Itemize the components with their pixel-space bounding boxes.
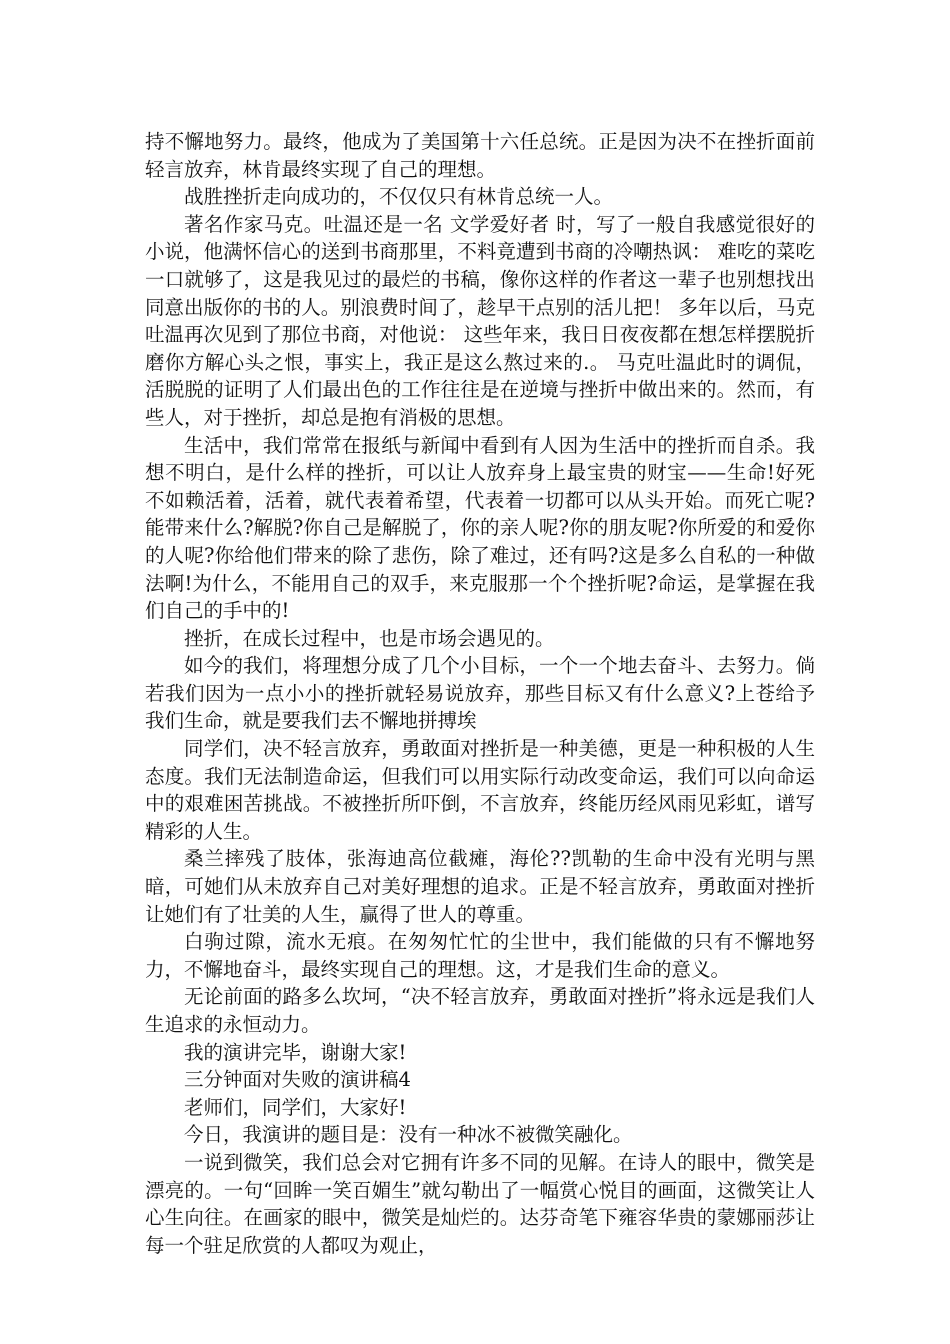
paragraph-14: 今日，我演讲的题目是：没有一种冰不被微笑融化。 bbox=[184, 1123, 633, 1147]
paragraph-2: 战胜挫折走向成功的，不仅仅只有林肯总统一人。 bbox=[184, 185, 614, 209]
document-body bbox=[145, 128, 815, 1259]
paragraph-10: 无论前面的路多么坎坷，“决不轻言放弃，勇敢面对挫折”将永远是我们人生追求的永恒动力。 bbox=[145, 985, 815, 1036]
paragraph-11: 我的演讲完毕，谢谢大家! bbox=[184, 1040, 407, 1064]
paragraph-9: 白驹过隙，流水无痕。在匆匆忙忙的尘世中，我们能做的只有不懈地努力，不懈地奋斗，最终实现自己的理想。这，才是我们生命的意义。 bbox=[145, 930, 815, 981]
paragraph-6: 如今的我们，将理想分成了几个小目标，一个一个地去奋斗、去努力。倘若我们因为一点小小的挫折就轻易说放弃，那些目标又有什么意义?上苍给予我们生命，就是要我们去不懈地拼搏埃 bbox=[145, 654, 815, 733]
paragraph-4: 生活中，我们常常在报纸与新闻中看到有人因为生活中的挫折而自杀。我想不明白，是什么样的挫折，可以让人放弃身上最宝贵的财宝——生命!好死不如赖活着，活着，就代表着希望，代表着一切都可以从头开始。而死亡呢?能带来什么?解脱?你自己是解脱了，你的亲人呢?你的朋友呢?你所爱的和爱你的人呢?你给他们带来的除了悲伤，除了难过，还有吗?这是多么自私的一种做法啊!为什么，不能用自己的双手，来克服那一个个挫折呢?命运，是掌握在我们自己的手中的! bbox=[145, 433, 815, 623]
paragraph-15: 一说到微笑，我们总会对它拥有许多不同的见解。在诗人的眼中，微笑是漂亮的。一句“回眸一笑百媚生”就勾勒出了一幅赏心悦目的画面，这微笑让人心生向往。在画家的眼中，微笑是灿烂的。达芬奇笔下雍容华贵的蒙娜丽莎让每一个驻足欣赏的人都叹为观止， bbox=[145, 1150, 815, 1257]
paragraph-5: 挫折，在成长过程中，也是市场会遇见的。 bbox=[184, 626, 555, 650]
paragraph-3: 著名作家马克。吐温还是一名 文学爱好者 时，写了一般自我感觉很好的小说，他满怀信心的送到书商那里，不料竟遭到书商的冷嘲热讽： 难吃的菜吃一口就够了，这是我见过的最烂的书稿，像你这样的作者这一辈子也别想找出同意出版你的书的人。别浪费时间了，趁早干点别的活儿把！ 多年以后，马克吐温再次见到了那位书商，对他说： 这些年来，我日日夜夜都在想怎样摆脱折磨你方解心头之恨，事实上，我正是这么熬过来的.。 马克吐温此时的调侃，活脱脱的证明了人们最出色的工作往往是在逆境与挫折中做出来的。然而，有些人，对于挫折，却总是抱有消极的思想。 bbox=[145, 212, 815, 429]
paragraph-7: 同学们，决不轻言放弃，勇敢面对挫折是一种美德，更是一种积极的人生态度。我们无法制造命运，但我们可以用实际行动改变命运，我们可以向命运中的艰难困苦挑战。不被挫折所吓倒，不言放弃，终能历经风雨见彩虹，谱写精彩的人生。 bbox=[145, 737, 815, 843]
paragraph-1: 持不懈地努力。最终，他成为了美国第十六任总统。正是因为决不在挫折面前轻言放弃，林肯最终实现了自己的理想。 bbox=[145, 130, 815, 181]
section-heading: 三分钟面对失败的演讲稿4 bbox=[184, 1068, 411, 1092]
paragraph-13: 老师们，同学们，大家好! bbox=[184, 1095, 407, 1119]
paragraph-8: 桑兰摔残了肢体，张海迪高位截瘫，海伦??凯勒的生命中没有光明与黑暗，可她们从未放弃自己对美好理想的追求。正是不轻言放弃，勇敢面对挫折让她们有了壮美的人生，赢得了世人的尊重。 bbox=[145, 847, 815, 926]
